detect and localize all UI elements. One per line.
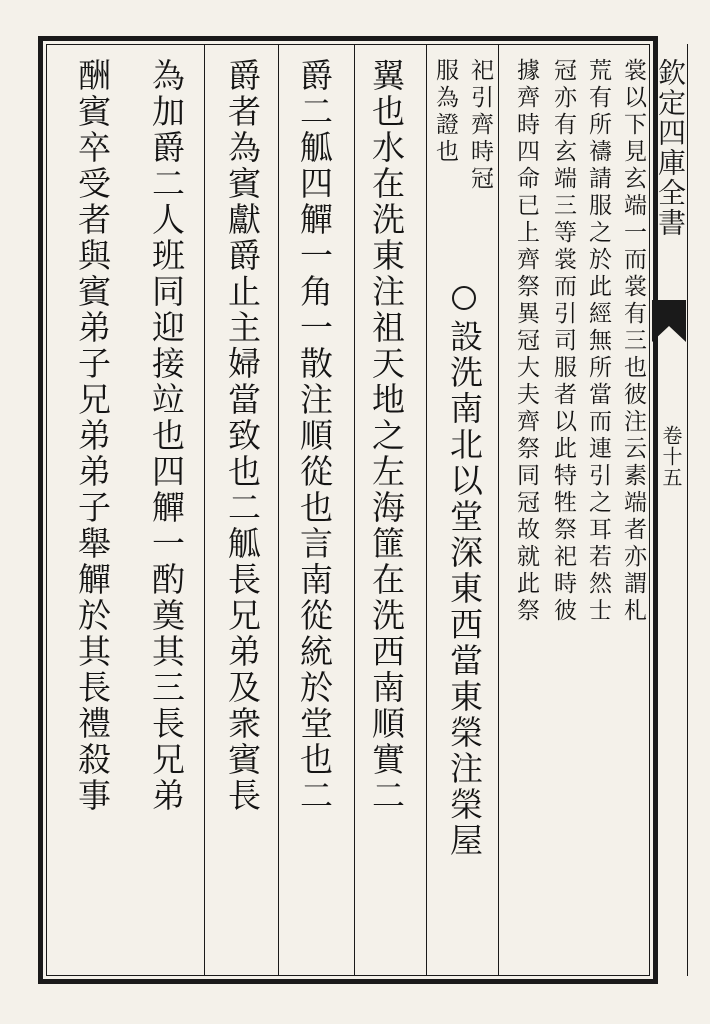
main-text-column: 翼也水在洗東注祖天地之左海篚在洗西南順實二 — [367, 58, 406, 814]
column-rule — [498, 44, 499, 976]
main-text-column: 為加爵二人班同迎接竝也四觶一酌奠其三長兄弟 — [147, 58, 186, 814]
column-rule — [204, 44, 205, 976]
column-rule — [278, 44, 279, 976]
volume-label: 卷十五 — [659, 425, 683, 488]
column-rule — [426, 44, 427, 976]
circle-mark-icon — [452, 286, 476, 310]
main-text-column: 爵二觚四觶一角一散注順從也言南從統於堂也二 — [295, 58, 334, 814]
main-text-column: 爵者為賓獻爵止主婦當致也二觚長兄弟及衆賓長 — [223, 58, 262, 814]
commentary-column: 據齊時四命已上齊祭異冠大夫齊祭同冠故就此祭 — [513, 58, 539, 625]
commentary-column: 裳以下見玄端一而裳有三也彼注云素端者亦謂札 — [620, 58, 646, 625]
main-text-column-with-mark — [444, 282, 484, 972]
commentary-column: 冠亦有玄端三等裳而引司服者以此特牲祭祀時彼 — [550, 58, 576, 625]
book-title: 欽定四庫全書 — [654, 58, 687, 238]
commentary-column: 祀引齊時冠 — [467, 58, 493, 193]
commentary-column: 荒有所禱請服之於此經無所當而連引之耳若然士 — [585, 58, 611, 625]
main-text-column: 酬賓卒受者與賓弟子兄弟弟子舉觶於其長禮殺事 — [73, 58, 112, 814]
column-rule — [354, 44, 355, 976]
main-text: 設洗南北以堂深東西當東榮注榮屋 — [445, 319, 484, 860]
commentary-column: 服為證也 — [432, 58, 458, 166]
